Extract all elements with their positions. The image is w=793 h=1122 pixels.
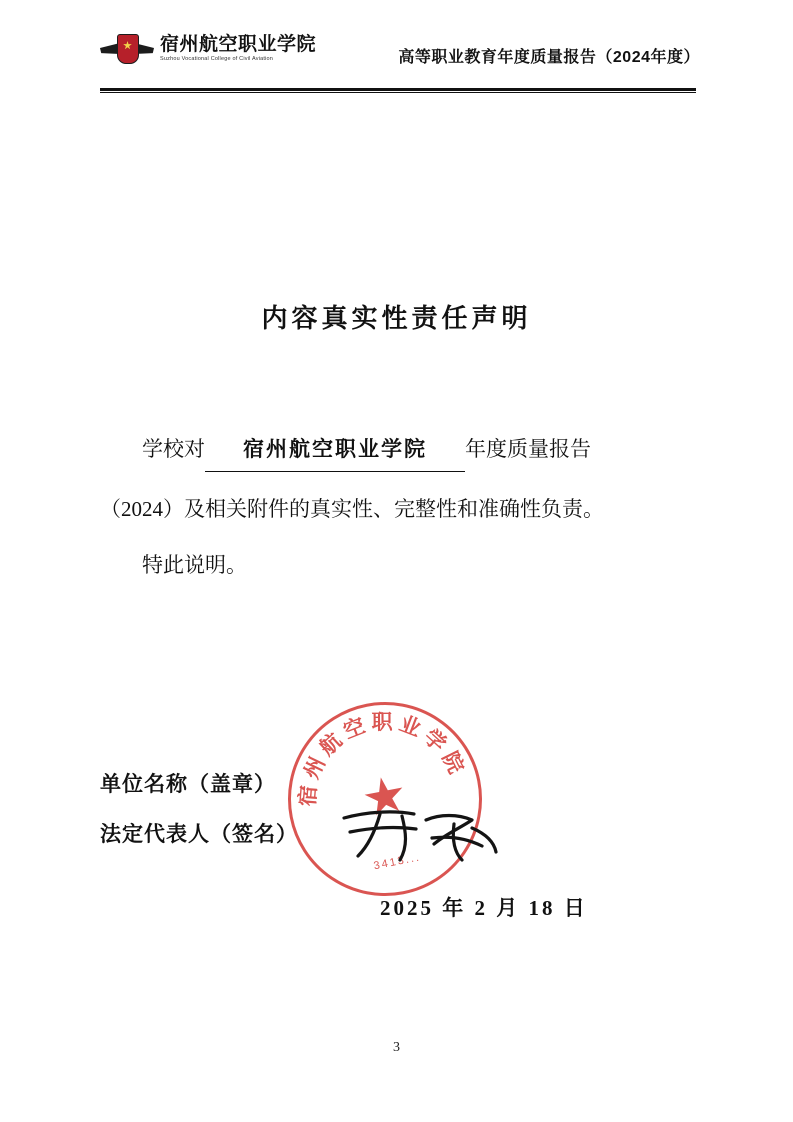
document-header [100,32,700,84]
wings-emblem-icon [100,32,154,66]
school-logo [100,32,316,66]
logo-text [160,35,316,63]
organization-name-label: 单位名称（盖章） [100,773,276,796]
page-title: 内容真实性责任声明 [261,303,532,333]
header-divider [100,88,696,91]
statement-note: 特此说明。 [142,553,247,577]
logo-name-cn: 宿州航空职业学院 [160,34,317,56]
signature-date: 2025 年 2 月 18 日 [380,896,588,920]
legal-representative-label: 法定代表人（签名） [100,823,298,846]
official-seal [271,685,498,912]
statement-paragraph-1 [100,430,700,472]
statement-prefix: 学校对 [142,437,205,461]
seal-code: 3413... [372,851,422,873]
statement-paragraph-3 [100,546,700,586]
seal-arc-text [275,689,495,909]
statement-paragraph-2: （2024）及相关附件的真实性、完整性和准确性负责。 [100,497,604,521]
seal-text: 宿州航空职业学院 [296,710,470,808]
page-number: 3 [393,1040,400,1055]
header-report-title: 高等职业教育年度质量报告（2024年度） [398,49,700,66]
handwritten-signature [336,798,506,868]
svg-text:宿州航空职业学院 [280,694,471,812]
seal-star-icon [361,774,408,821]
school-name-blank: 宿州航空职业学院 [205,430,465,472]
statement-suffix: 年度质量报告 [465,437,591,461]
logo-name-en: Suzhou Vocational College of Civil Aviation [160,56,274,63]
